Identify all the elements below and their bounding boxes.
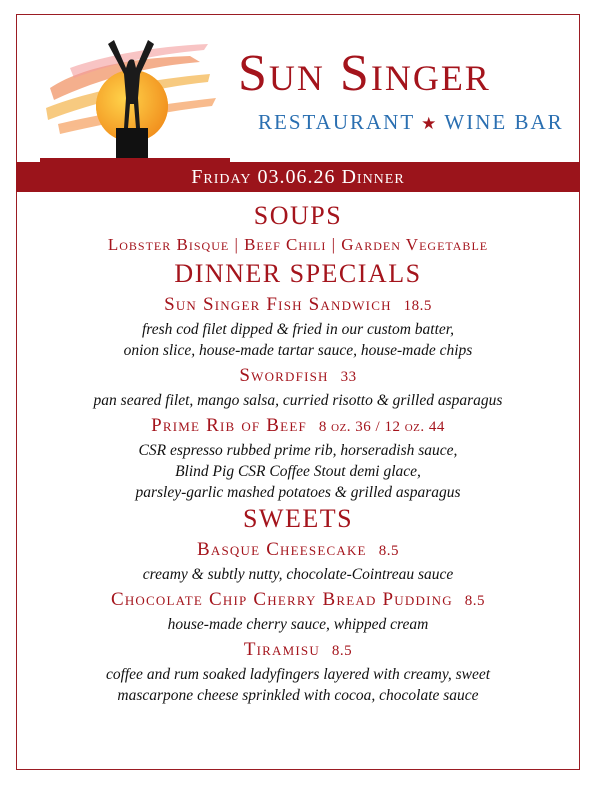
- item-name: Chocolate Chip Cherry Bread Pudding: [110, 589, 453, 610]
- item-description: mascarpone cheese sprinkled with cocoa, chocolate sauce: [117, 687, 479, 704]
- item-name: Sun Singer Fish Sandwich: [164, 294, 392, 315]
- item-description: parsley-garlic mashed potatoes & grilled asparagus: [135, 484, 461, 501]
- menu-item: [16, 292, 580, 361]
- item-price: 18.5: [403, 298, 432, 314]
- item-description: onion slice, house-made tartar sauce, house-made chips: [123, 342, 473, 359]
- subtitle-restaurant: RESTAURANT: [258, 110, 416, 134]
- item-description: CSR espresso rubbed prime rib, horseradish sauce,: [138, 442, 458, 459]
- restaurant-name: Sun Singer: [238, 45, 491, 102]
- item-price: 8.5: [464, 593, 486, 609]
- restaurant-subtitle: [258, 112, 578, 133]
- item-description: Blind Pig CSR Coffee Stout demi glace,: [175, 463, 421, 480]
- sweets-heading: SWEETS: [242, 504, 354, 533]
- star-icon: ★: [421, 114, 439, 133]
- menu-content: [16, 200, 580, 706]
- item-description: fresh cod filet dipped & fried in our custom batter,: [142, 321, 454, 338]
- subtitle-wine-bar: WINE BAR: [444, 110, 564, 134]
- item-name: Swordfish: [239, 365, 329, 386]
- item-name: Basque Cheesecake: [197, 539, 367, 560]
- item-price: 8.5: [331, 643, 353, 659]
- item-price: 8.5: [378, 543, 399, 559]
- item-description: creamy & subtly nutty, chocolate-Cointreau sauce: [142, 566, 454, 583]
- menu-item: [16, 587, 580, 635]
- sun-singer-logo: [40, 28, 230, 163]
- date-banner: Friday 03.06.26 Dinner: [16, 162, 580, 192]
- item-price: 33: [340, 369, 357, 385]
- item-description: house-made cherry sauce, whipped cream: [167, 616, 429, 633]
- soups-list: Lobster Bisque | Beef Chili | Garden Vegetable: [107, 235, 489, 254]
- item-description: pan seared filet, mango salsa, curried risotto & grilled asparagus: [93, 392, 503, 409]
- menu-item: [16, 363, 580, 411]
- menu-item: [16, 637, 580, 706]
- soups-heading: SOUPS: [253, 201, 343, 230]
- specials-heading: DINNER SPECIALS: [174, 259, 422, 288]
- item-name: Tiramisu: [243, 639, 320, 660]
- item-name: Prime Rib of Beef: [151, 415, 307, 436]
- menu-item: [16, 413, 580, 503]
- menu-item: [16, 537, 580, 585]
- item-description: coffee and rum soaked ladyfingers layered with creamy, sweet: [105, 666, 491, 683]
- item-price: 8 oz. 36 / 12 oz. 44: [318, 419, 445, 435]
